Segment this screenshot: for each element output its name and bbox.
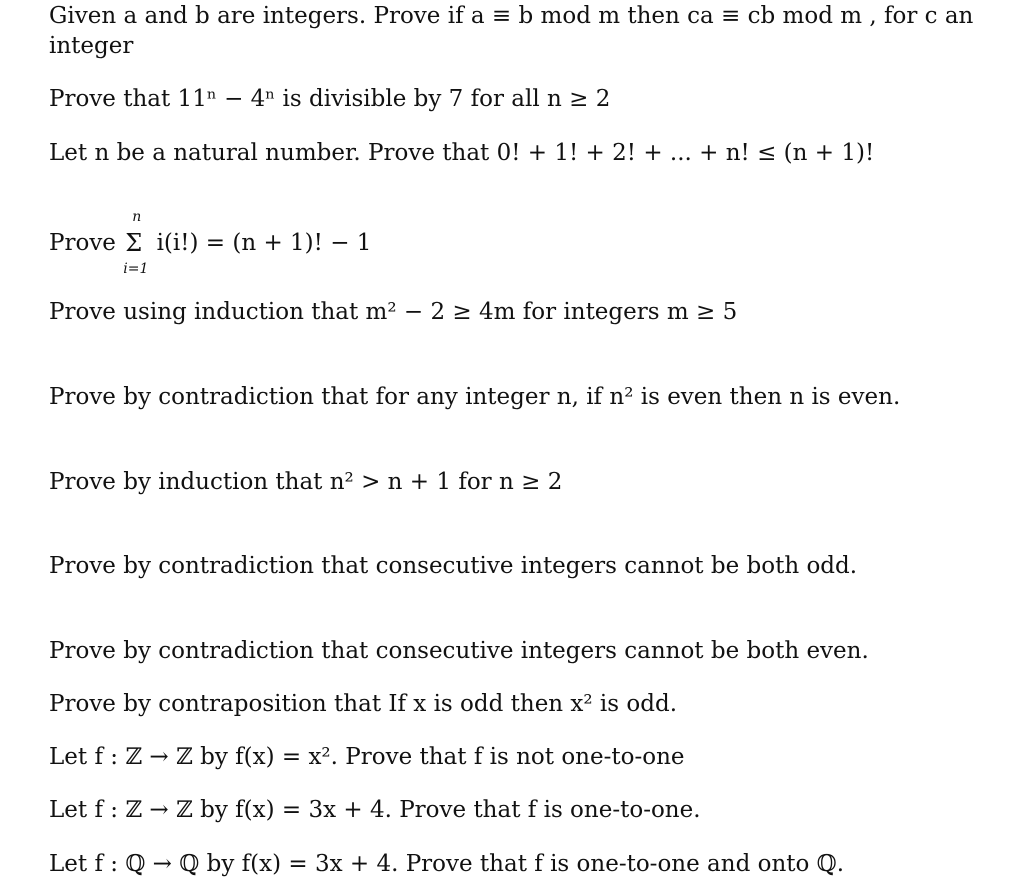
problem-text: Let f : ℚ → ℚ by f(x) = 3x + 4. Prove that f is one-to-one and onto ℚ. bbox=[49, 851, 845, 877]
sum-upper-limit: n bbox=[132, 209, 142, 225]
problem-text: Prove by contradiction that consecutive integers cannot be both odd. bbox=[49, 553, 858, 579]
problem-text: Let n be a natural number. Prove that 0! + 1! + 2! + ... + n! ≤ (n + 1)! bbox=[49, 140, 875, 166]
problem-text-continued: integer bbox=[49, 33, 134, 59]
prove-label: Prove bbox=[49, 230, 116, 256]
problem-text: Prove that 11ⁿ − 4ⁿ is divisible by 7 for all n ≥ 2 bbox=[49, 86, 611, 112]
sum-body: i(i!) = (n + 1)! − 1 bbox=[156, 230, 372, 256]
problem-text bbox=[49, 209, 372, 277]
problem-text: Prove using induction that m² − 2 ≥ 4m for integers m ≥ 5 bbox=[49, 299, 738, 325]
problem-text: Prove by contradiction that consecutive integers cannot be both even. bbox=[49, 638, 869, 664]
summation bbox=[123, 209, 149, 277]
problem-text: Let f : ℤ → ℤ by f(x) = 3x + 4. Prove that f is one-to-one. bbox=[49, 797, 701, 823]
sum-lower-limit: i=1 bbox=[123, 261, 149, 277]
problem-text: Prove by induction that n² > n + 1 for n ≥ 2 bbox=[49, 469, 563, 495]
problem-text: Given a and b are integers. Prove if a ≡ b mod m then ca ≡ cb mod m , for c an bbox=[49, 3, 974, 29]
sigma-symbol: Σ bbox=[125, 229, 143, 257]
problem-text: Prove by contradiction that for any integer n, if n² is even then n is even. bbox=[49, 384, 901, 410]
problem-text: Prove by contraposition that If x is odd then x² is odd. bbox=[49, 691, 678, 717]
problem-text: Let f : ℤ → ℤ by f(x) = x². Prove that f is not one-to-one bbox=[49, 744, 685, 770]
